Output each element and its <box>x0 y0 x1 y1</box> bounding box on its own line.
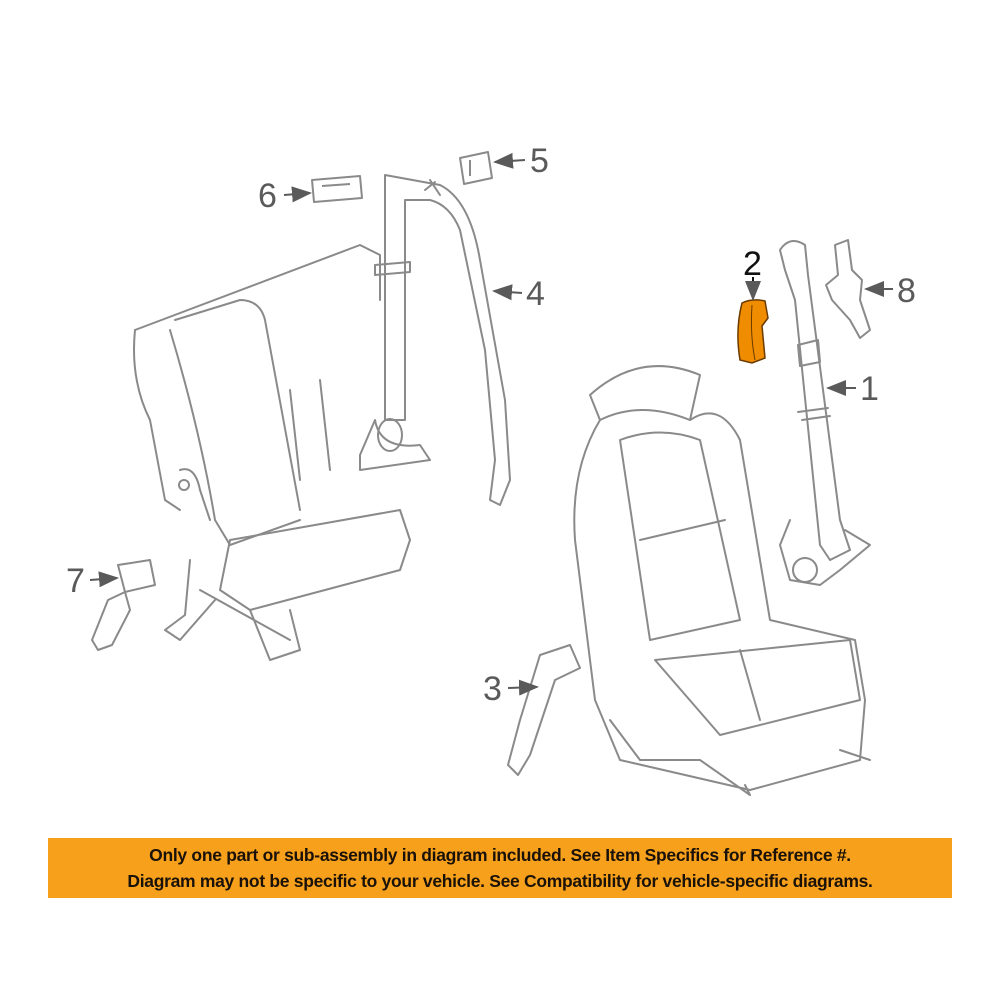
disclaimer-line-2: Diagram may not be specific to your vehicle. See Compatibility for vehicle-specific diagrams. <box>127 871 873 891</box>
part-7-buckle <box>92 560 155 650</box>
callout-5-number: 5 <box>530 142 549 180</box>
part-6-bezel <box>312 176 362 202</box>
callout-7 <box>66 562 117 600</box>
callout-4-number: 4 <box>526 275 545 313</box>
callout-8 <box>866 272 916 310</box>
callout-1-number: 1 <box>860 370 879 408</box>
callout-6-number: 6 <box>258 177 277 215</box>
callout-7-number: 7 <box>66 562 85 600</box>
disclaimer-line-1: Only one part or sub-assembly in diagram included. See Item Specifics for Reference #. <box>149 845 851 865</box>
part-5-clip <box>460 152 492 184</box>
callout-6 <box>258 177 310 215</box>
rear-belt-drawing <box>360 175 510 505</box>
callout-4 <box>494 275 545 313</box>
disclaimer-banner <box>48 838 952 898</box>
rear-seat-drawing <box>134 245 410 660</box>
callout-2-number: 2 <box>743 245 762 283</box>
part-2-highlighted-part <box>738 300 768 363</box>
callout-1 <box>828 370 879 408</box>
callout-5 <box>495 142 549 180</box>
part-8-bracket <box>826 240 870 338</box>
callout-2 <box>743 245 762 299</box>
callout-8-number: 8 <box>897 272 916 310</box>
callout-3-number: 3 <box>483 670 502 708</box>
part-3-buckle <box>508 645 580 775</box>
